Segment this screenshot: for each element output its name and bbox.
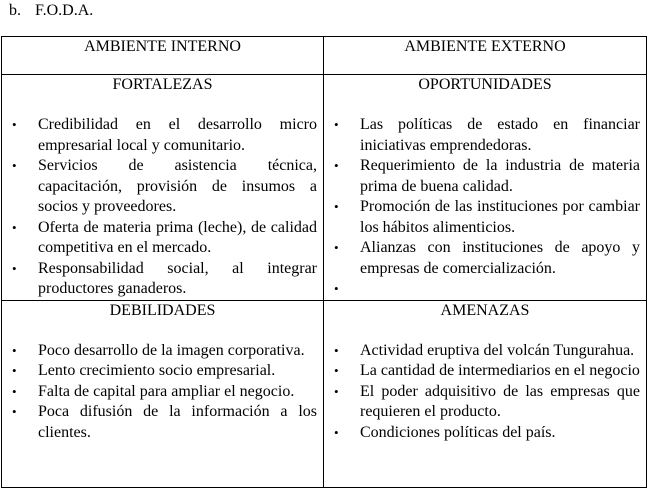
list-item	[324, 279, 646, 300]
list-item-text: Servicios de asistencia técnica, capacitación, provisión de insumos a socios y proveedores.	[38, 157, 317, 215]
list-item-text: Actividad eruptiva del volcán Tungurahua.	[360, 341, 635, 359]
list-item	[2, 115, 323, 156]
section-title: F.O.D.A.	[35, 2, 94, 19]
list-item-text: Alianzas con instituciones de apoyo y empresas de comercialización.	[360, 239, 640, 277]
list-item	[324, 156, 646, 197]
oportunidades-cell	[324, 75, 647, 301]
list-item-text: Lento crecimiento socio empresarial.	[38, 362, 276, 379]
list-item-text: Poco desarrollo de la imagen corporativa.	[38, 341, 305, 359]
list-item-text: Falta de capital para ampliar el negocio.	[38, 382, 295, 400]
bullet-icon: •	[334, 199, 339, 214]
amenazas-list	[324, 341, 646, 444]
bullet-icon: •	[12, 117, 17, 132]
oportunidades-title: OPORTUNIDADES	[418, 76, 552, 93]
list-item	[2, 341, 323, 362]
list-item	[2, 382, 323, 403]
list-item	[324, 382, 646, 423]
list-item-text: Las políticas de estado en financiar iniciativas emprendedoras.	[360, 116, 640, 154]
bullet-icon: •	[12, 404, 17, 419]
external-environment-header: AMBIENTE EXTERNO	[324, 37, 647, 75]
list-item-text: La cantidad de intermediarios en el negocio	[360, 362, 640, 379]
internal-environment-header: AMBIENTE INTERNO	[2, 37, 324, 75]
amenazas-cell	[324, 300, 647, 487]
list-item-text: Requerimiento de la industria de materia prima de buena calidad.	[360, 157, 640, 195]
bullet-icon: •	[334, 424, 339, 440]
bullet-icon: •	[12, 158, 17, 173]
bullet-icon: •	[12, 363, 17, 378]
debilidades-cell	[2, 300, 324, 487]
bullet-icon: •	[334, 342, 339, 358]
debilidades-list	[2, 341, 323, 444]
list-item	[2, 361, 323, 382]
amenazas-title: AMENAZAS	[440, 301, 530, 319]
bullet-icon: •	[334, 383, 339, 399]
list-item	[2, 218, 323, 259]
list-item	[324, 341, 646, 362]
bullet-icon: •	[12, 342, 17, 358]
list-item	[2, 402, 323, 443]
list-item	[324, 115, 646, 156]
fortalezas-title: FORTALEZAS	[112, 76, 213, 93]
oportunidades-list	[324, 115, 646, 300]
list-item	[324, 423, 646, 444]
bullet-icon: •	[334, 281, 339, 296]
bottom-quadrant-row	[2, 300, 647, 487]
list-item	[2, 259, 323, 300]
list-item-text: El poder adquisitivo de las empresas que requieren el producto.	[360, 382, 640, 420]
list-item	[2, 156, 323, 218]
list-item	[324, 197, 646, 238]
list-item-text: Condiciones políticas del país.	[360, 423, 556, 441]
debilidades-title: DEBILIDADES	[109, 301, 216, 319]
section-heading	[9, 1, 93, 21]
list-item-text: Credibilidad en el desarrollo micro empresarial local y comunitario.	[38, 116, 317, 154]
bullet-icon: •	[334, 363, 339, 378]
foda-table	[1, 36, 647, 488]
bullet-icon: •	[334, 158, 339, 173]
fortalezas-list	[2, 115, 323, 300]
bullet-icon: •	[334, 117, 339, 132]
top-quadrant-row	[2, 75, 647, 301]
list-item-text: Promoción de las instituciones por cambiar los hábitos alimenticios.	[360, 198, 640, 236]
bullet-icon: •	[334, 240, 339, 255]
list-item-text: Responsabilidad social, al integrar productores ganaderos.	[38, 259, 317, 297]
bullet-icon: •	[12, 219, 17, 235]
list-item	[324, 361, 646, 382]
list-item-text: Oferta de materia prima (leche), de calidad competitiva en el mercado.	[38, 218, 317, 256]
section-letter: b.	[9, 2, 21, 19]
bullet-icon: •	[12, 383, 17, 399]
list-item	[324, 238, 646, 279]
list-item-text: Poca difusión de la información a los clientes.	[38, 403, 317, 441]
fortalezas-cell	[2, 75, 324, 301]
bullet-icon: •	[12, 260, 17, 276]
ambient-header-row	[2, 37, 647, 75]
